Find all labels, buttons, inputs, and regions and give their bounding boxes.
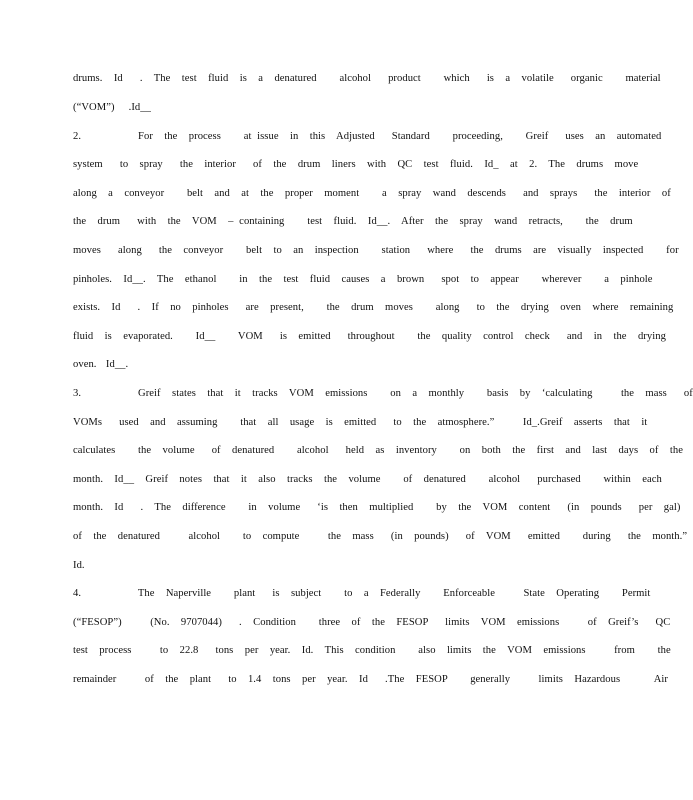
text-line: fluid is evaporated. Id__ VOM is emitted throughout the quality control check and in the drying bbox=[73, 331, 666, 342]
text-line: 2. For the process at issue in this Adjusted Standard proceeding, Greif uses an automated bbox=[73, 131, 662, 142]
text-line: (“VOM”) .Id__ bbox=[73, 102, 151, 113]
text-line: moves along the conveyor belt to an inspection station where the drums are visually inspected for bbox=[73, 245, 679, 256]
text-line: month. Id__ Greif notes that it also tracks the volume of denatured alcohol purchased within each bbox=[73, 474, 662, 485]
text-line: of the denatured alcohol to compute the mass (in pounds) of VOM emitted during the month.” bbox=[73, 531, 688, 542]
text-line: VOMs used and assuming that all usage is emitted to the atmosphere.” Id_.Greif asserts that it bbox=[73, 417, 648, 428]
text-line: Id. bbox=[73, 560, 85, 571]
text-line: exists. Id . If no pinholes are present, the drum moves along to the drying oven where remaining bbox=[73, 302, 674, 313]
text-line: drums. Id . The test fluid is a denatured alcohol product which is a volatile organic material bbox=[73, 73, 661, 84]
text-line: pinholes. Id__. The ethanol in the test fluid causes a brown spot to appear wherever a pinhole bbox=[73, 274, 653, 285]
text-line: oven. Id__. bbox=[73, 359, 129, 370]
text-line: the drum with the VOM – containing test fluid. Id__. After the spray wand retracts, the drum bbox=[73, 216, 633, 227]
text-line: 3. Greif states that it tracks VOM emissions on a monthly basis by ‘calculating the mass of bbox=[73, 388, 693, 399]
text-line: (“FESOP”) (No. 9707044) . Condition three of the FESOP limits VOM emissions of Greif’s QC bbox=[73, 617, 671, 628]
text-line: 4. The Naperville plant is subject to a Federally Enforceable State Operating Permit bbox=[73, 588, 651, 599]
text-line: calculates the volume of denatured alcohol held as inventory on both the first and last days of the bbox=[73, 445, 683, 456]
text-line: system to spray the interior of the drum liners with QC test fluid. Id_ at 2. The drums move bbox=[73, 159, 639, 170]
text-line: month. Id . The difference in volume ‘is then multiplied by the VOM content (in pounds per gal) bbox=[73, 502, 681, 513]
text-line: remainder of the plant to 1.4 tons per year. Id .The FESOP generally limits Hazardous Air bbox=[73, 674, 669, 685]
text-line: along a conveyor belt and at the proper moment a spray wand descends and sprays the interior of bbox=[73, 188, 671, 199]
text-line: test process to 22.8 tons per year. Id. This condition also limits the VOM emissions from the bbox=[73, 645, 671, 656]
